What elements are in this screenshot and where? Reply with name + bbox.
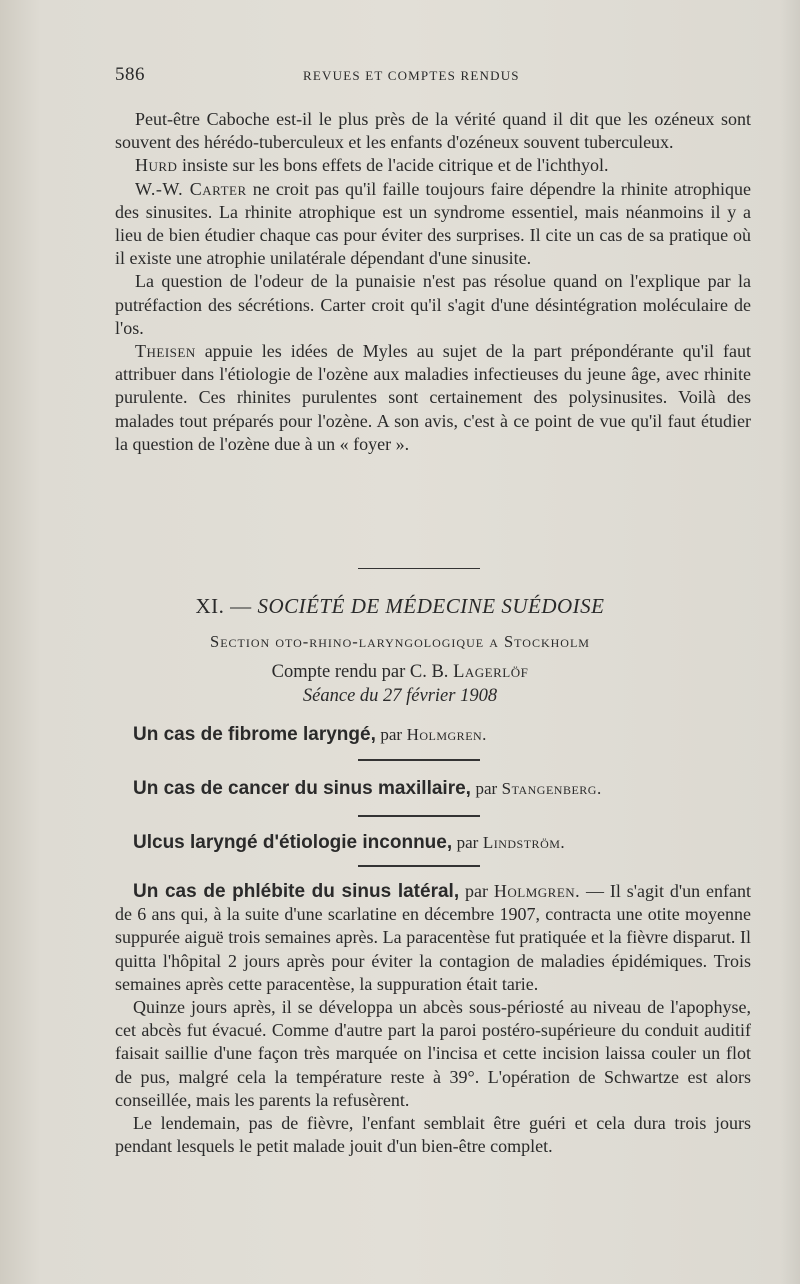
paragraph: Peut-être Caboche est-il le plus près de la vérité quand il dit que les ozéneux sont souvent des hérédo-tuberculeux et les enfants d'ozéneux souvent tuberculeux. xyxy=(115,109,751,153)
case-separator xyxy=(358,815,480,817)
case-heading: Un cas de phlébite du sinus latéral, xyxy=(133,881,460,902)
section-number: XI. — xyxy=(195,594,252,618)
paragraph: W.-W. Carter ne croit pas qu'il faille toujours faire dépendre la rhinite atrophique des sinusites. La rhinite atrophique est un syndrome essentiel, mais néanmoins il y a lieu de bien étudier chaque cas pour éviter des surprises. Il cite un cas de sa pratique où il existe une atrophie unilatérale dépendant d'une sinusite. xyxy=(115,178,751,269)
seance-date: Séance du 27 février 1908 xyxy=(302,686,498,706)
section-title-text: SOCIÉTÉ DE MÉDECINE SUÉDOISE xyxy=(257,594,605,618)
case-heading: Un cas de cancer du sinus maxillaire, par Stangenberg. xyxy=(133,778,602,799)
paragraph: Theisen appuie les idées de Myles au sujet de la part prépondérante qu'il faut attribuer dans l'étiologie de l'ozène aux maladies infectieuses du jeune âge, avec rhinite purulente. Ces rhinites purulentes sont certainement des polysinusites. Voilà des malades tout préparés pour l'ozène. A son avis, c'est à ce point de vue qu'il faut étudier la question de l'ozène due à un « foyer ». xyxy=(115,341,751,454)
page-number: 586 xyxy=(115,64,145,85)
paragraph: Le lendemain, pas de fièvre, l'enfant semblait être guéri et cela dura trois jours pendant lesquels le petit malade jouit d'un bien-être complet. xyxy=(115,1113,751,1157)
case-heading: Ulcus laryngé d'étiologie inconnue, par Lindström. xyxy=(133,832,566,853)
case-heading: Un cas de fibrome laryngé, par Holmgren. xyxy=(133,724,487,745)
page-header xyxy=(115,64,755,88)
section-title xyxy=(0,594,800,619)
paragraph: Quinze jours après, il se développa un abcès sous-périosté au niveau de l'apophyse, cet abcès fut évacué. Comme d'autre part la paroi postéro-supérieure du conduit auditif faisait saillie d'une façon très marquée on l'incisa et cette incision laissa couler un flot de pus, malgré cela la température reste à 39°. L'opération de Schwartze est alors conseillée, mais les parents la refusèrent. xyxy=(115,997,751,1110)
divider-rule xyxy=(358,568,480,569)
compte-rendu-author: Lagerlöf xyxy=(453,662,529,682)
subsection-heading: Section oto-rhino-laryngologique a Stockholm xyxy=(210,632,590,651)
paragraph: La question de l'odeur de la punaisie n'est pas résolue quand on l'explique par la putréfaction des sécrétions. Carter croit qu'il s'agit d'une désintégration moléculaire de l'os. xyxy=(115,271,751,338)
paragraph: Hurd insiste sur les bons effets de l'acide citrique et de l'ichthyol. xyxy=(135,155,609,176)
case-separator xyxy=(358,759,480,761)
case-body xyxy=(115,880,751,1158)
case-separator xyxy=(358,865,480,867)
running-head: REVUES ET COMPTES RENDUS xyxy=(303,68,520,83)
compte-rendu: Compte rendu par C. B. Lagerlöf xyxy=(271,662,529,682)
body-text-top xyxy=(115,108,751,456)
paragraph: Un cas de phlébite du sinus latéral, par Holmgren. — Il s'agit d'un enfant de 6 ans qui, à la suite d'une scarlatine en décembre 1907, contracta une otite moyenne suppurée aiguë trois semaines après. La paracentèse fut pratiquée et la fièvre disparut. Il quitta l'hôpital 2 jours après pour éviter la contagion de maladies épidémiques. Trois semaines après cette paracentèse, la suppuration était tarie. xyxy=(115,881,752,994)
